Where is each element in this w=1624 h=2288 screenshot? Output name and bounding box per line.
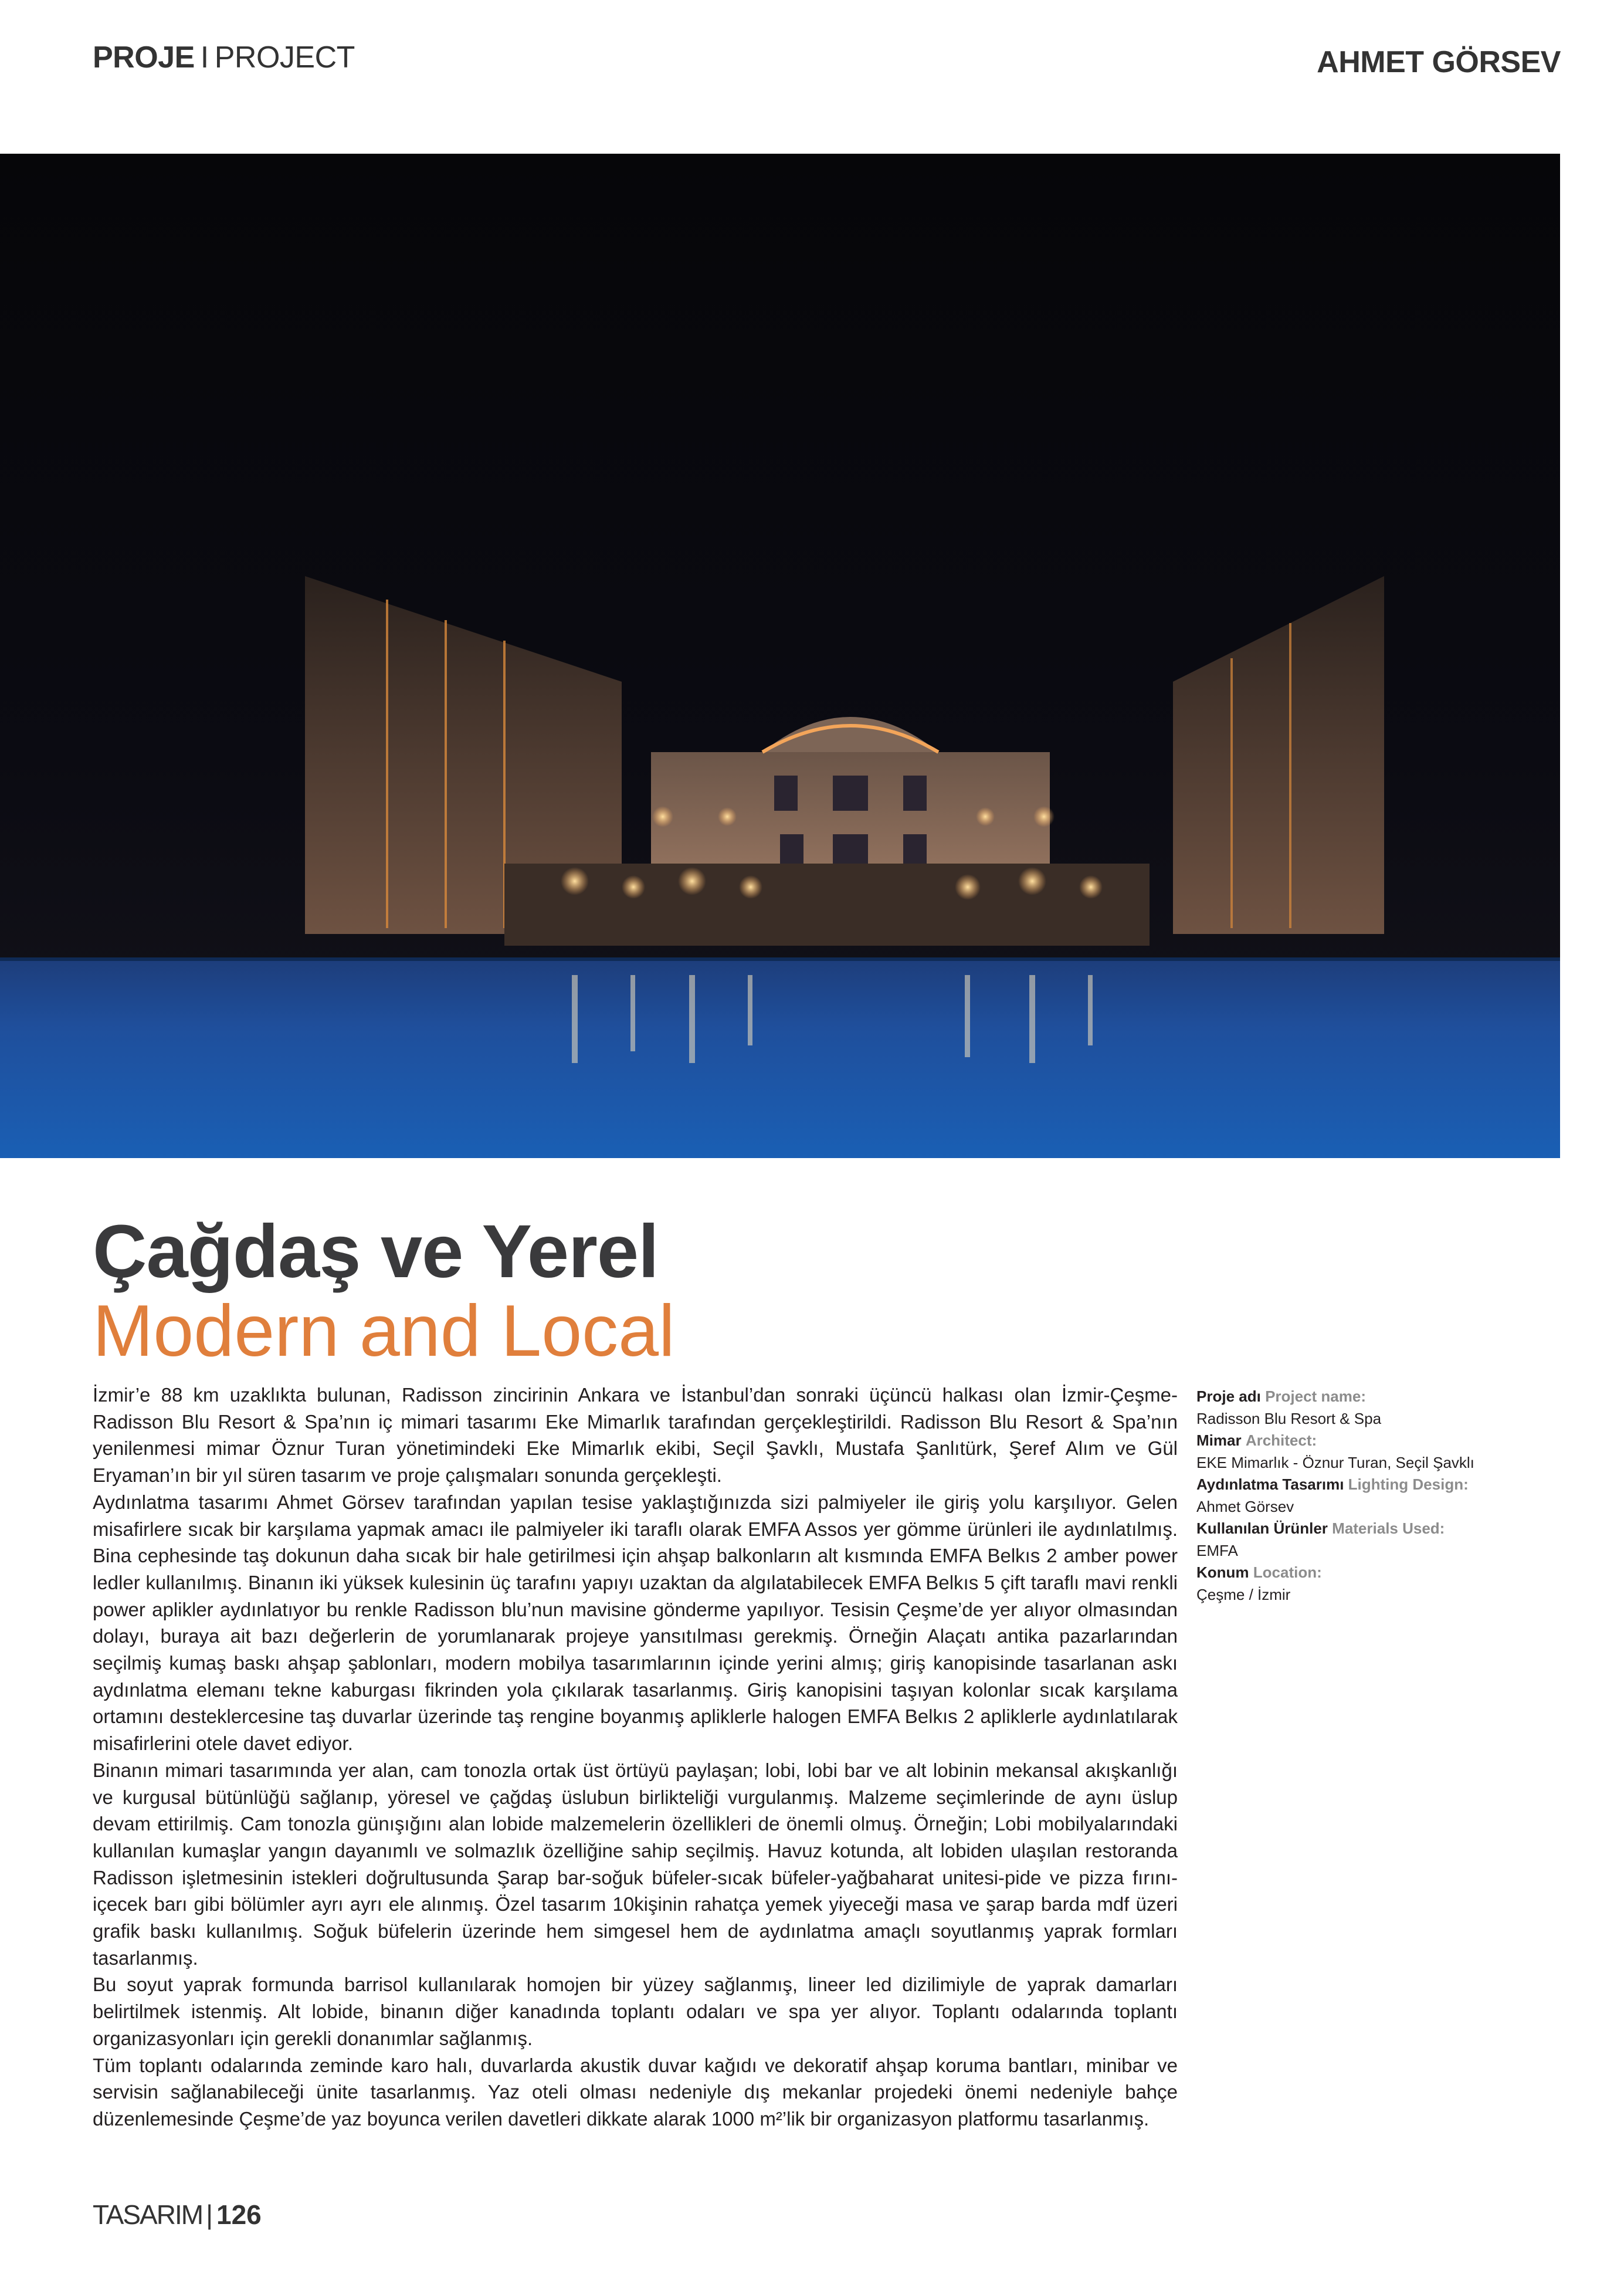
body-paragraph: Aydınlatma tasarımı Ahmet Görsev tarafından yapılan tesise yaklaştığınızda sizi palmiyeler ile giriş yolu karşılıyor. Gelen misafirlere sıcak bir karşılama yapmak amacı ile palmiyeler iki taraflı olarak EMFA Assos yer gömme ürünleri ile aydınlatılmış. Bina cephesinde taş dokunun daha sıcak bir hale getirilmesi için ahşap balkonların alt kısmında EMFA Belkıs 2 amber power ledler kullanılmış. Binanın iki yüksek kulesinin üç tarafını yapıyı uzaktan da algılatabilecek EMFA Belkıs 5 çift taraflı mavi renkli power aplikler aydınlatıyor bu renkle Radisson blu’nun mavisine gönderme yapılıyor. Tesisin Çeşme’de yer alıyor olmasından dolayı, buraya ait bazı değerlerin de yorumlanarak projeye yansıtılması gerekmiş. Örneğin Alaçatı antika pazarlarından seçilmiş kumaş baskı ahşap şablonları, modern mobilya tasarımlarının içinde yerini almış; giriş kanopisinde tasarlanan askı aydınlatma elemanı tekne kaburgası fikrinden yola çıkılarak tasarlanmış. Giriş kanopisini taşıyan kolonlar sıcak karşılama ortamını desteklercesine taş duvarlar üzerinde taş rengine boyanmış apliklerle halogen EMFA Belkıs 2 apliklerle aydınlatılarak misafirlerini otele davet ediyor. [93,1491,1178,1755]
footer-separator: | [206,2199,213,2230]
label-tr: Aydınlatma Tasarımı [1196,1475,1344,1493]
label-tr: Konum [1196,1563,1249,1581]
magazine-name: TASARIM [93,2199,203,2230]
section-label-en: PROJECT [214,40,355,75]
hotel-night-photo [0,154,1560,1158]
body-paragraph: İzmir’e 88 km uzaklıkta bulunan, Radisson zincirinin Ankara ve İstanbul’dan sonraki üçüncü halkası olan İzmir-Çeşme-Radisson Blu Resort & Spa’nın iç mimari tasarımı Eke Mimarlık tarafından gerçekleştirildi. Radisson Blu Resort & Spa’nın yenilenmesi mimar Öznur Turan yönetimindeki Eke Mimarlık ekibi, Seçil Şavklı, Mustafa Şanlıtürk, Şeref Alım ve Gül Eryaman’ın bir yıl süren tasarım ve proje çalışmaları sonunda gerçekleşti. [93,1384,1178,1487]
project-name-value: Radisson Blu Resort & Spa [1196,1409,1382,1427]
lighting-design-value: Ahmet Görsev [1196,1497,1294,1515]
label-tr: Kullanılan Ürünler [1196,1519,1328,1537]
body-paragraph: Tüm toplantı odalarında zeminde karo halı, duvarlarda akustik duvar kağıdı ve dekoratif ahşap koruma bantları, minibar ve servisin sağlanabileceği ünite tasarlanmış. Yaz oteli olması nedeniyle dış mekanlar projedeki önemi nedeniyle bahçe düzenlemesinde Çeşme’de yaz boyunca verilen davetleri dikkate alarak 1000 m²’lik bir organizasyon platformu tasarlanmış. [93,2054,1178,2130]
section-label-tr: PROJE [93,40,195,75]
page-number: 126 [216,2199,262,2230]
body-paragraph: Bu soyut yaprak formunda barrisol kullanılarak homojen bir yüzey sağlanmış, lineer led dizilimiyle de yaprak damarları belirtilmek istenmiş. Alt lobide, binanın diğer kanadında toplantı odaları ve spa yer alıyor. Toplantı odalarında toplantı organizasyonları için gerekli donanımlar sağlanmış. [93,1974,1178,2049]
section-separator: I [200,40,209,75]
location-value: Çeşme / İzmir [1196,1585,1291,1603]
architect-value: EKE Mimarlık - Öznur Turan, Seçil Şavklı [1196,1453,1474,1471]
article-body [93,1382,1178,2133]
lighting-design-label [1196,1474,1572,1496]
project-info-box [1196,1386,1572,1606]
label-en: Project name: [1265,1387,1367,1405]
location-label [1196,1562,1572,1584]
section-header [93,40,355,75]
body-paragraph: Binanın mimari tasarımında yer alan, cam tonozla ortak üst örtüyü paylaşan; lobi, lobi bar ve alt lobinin mekansal akışkanlığı ve kurgusal bütünlüğü sağlanıp, yöresel ve çağdaş üslubun birlikteliği vurgulanmış. Malzeme seçimlerinde de aynı üslup devam ettirilmiş. Cam tonozla günışığını alan lobide malzemelerin özellikleri de önemli olmuş. Örneğin; Lobi mobilyalarındaki kullanılan kumaşlar yangın dayanımlı ve solmazlık özelliğine sahip seçilmiş. Havuz kotunda, alt lobiden ulaşılan restoranda Radisson işletmesinin istekleri doğrultusunda Şarap bar-soğuk büfeler-sıcak büfeler-yağbaharat unitesi-pide ve pizza fırını-içecek barı gibi bölümler ayrı ayrı ele alınmış. Özel tasarım 10kişinin rahatça yemek yiyeceği masa ve şarap barda mdf üzeri grafik baskı kullanılmış. Soğuk büfelerin üzerinde hem simgesel hem de aydınlatma amaçlı soyutlanmış yaprak formları tasarlanmış. [93,1759,1178,1969]
label-en: Materials Used: [1332,1519,1445,1537]
author-name: AHMET GÖRSEV [1317,45,1561,79]
label-tr: Proje adı [1196,1387,1261,1405]
hotel-night-illustration [0,154,1560,1158]
project-name-label [1196,1386,1572,1408]
label-en: Location: [1253,1563,1322,1581]
label-tr: Mimar [1196,1431,1242,1449]
label-en: Lighting Design: [1348,1475,1469,1493]
article-title-tr: Çağdaş ve Yerel [93,1210,659,1294]
materials-label [1196,1518,1572,1540]
page-footer [93,2199,262,2231]
article-title-en: Modern and Local [93,1291,675,1372]
materials-value: EMFA [1196,1541,1238,1559]
label-en: Architect: [1245,1431,1317,1449]
architect-label [1196,1430,1572,1452]
